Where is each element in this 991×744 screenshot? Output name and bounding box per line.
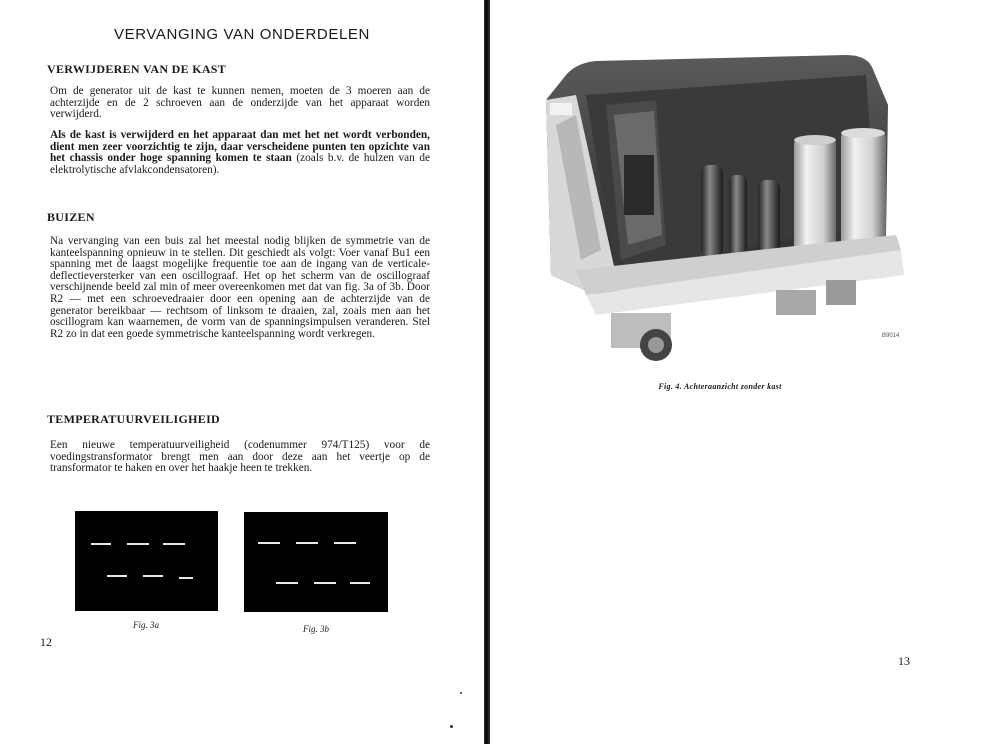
caption-fig-4: Fig. 4. Achteraanzicht zonder kast [658, 382, 782, 391]
capacitor-top [841, 128, 885, 138]
vacuum-tube [758, 180, 780, 258]
caption-fig-3b: Fig. 3b [303, 624, 329, 634]
capacitor-top [794, 135, 836, 145]
paragraph-buizen: Na vervanging van een buis zal het meestal nodig blijken de symmetrie van de kanteelspanning opnieuw in te stellen. Dit geschiedt als volgt: Voer vanaf Bu1 een spanning met de laagst mogelijke frequentie toe aan de ingang van de verticale-deflectieversterker van een oscillograaf. Het op het scherm van de oscillograaf verschijnende beeld zal min of meer overeenkomen met dat van fig. 3a of 3b. Door R2 — met een schroevedraaier door een opening aan de achterzijde van de generator bereikbaar — rechtsom of linksom te draaien, zal, zoals men aan het oscillogram kan waarnemen, de vorm van de spanningsimpulsen veranderen. Stel R2 zo in dat een goede symmetrische kanteelspanning wordt verkregen. [50, 235, 430, 340]
section-heading-temperatuur: TEMPERATUURVEILIGHEID [47, 412, 221, 426]
page-title: VERVANGING VAN ONDERDELEN [114, 26, 370, 43]
transformer-coil [624, 155, 654, 215]
electrolytic-capacitor [841, 133, 886, 245]
scan-speck [460, 692, 462, 694]
trace-segment [107, 575, 127, 577]
oscillogram-fig-3a [75, 511, 218, 611]
trace-segment [314, 582, 336, 584]
page-number-right: 13 [898, 654, 910, 668]
paragraph-kast-2 [50, 130, 430, 176]
trace-segment [350, 582, 370, 584]
paragraph-kast-1: Om de generator uit de kast te kunnen nemen, moeten de 3 moeren aan de achterzijde en de 2 schroeven aan de onderzijde van het apparaat worden verwijderd. [50, 85, 430, 121]
electrolytic-capacitor [794, 140, 836, 250]
connector-socket-center [648, 337, 664, 353]
trace-segment [179, 577, 193, 579]
chassis-photo [536, 45, 912, 375]
trace-segment [127, 543, 149, 545]
oscillogram-fig-3b [244, 512, 388, 612]
trace-segment [334, 542, 356, 544]
case-label [550, 103, 572, 115]
right-page [490, 0, 991, 744]
section-heading-buizen: BUIZEN [47, 210, 95, 224]
vacuum-tube [729, 175, 747, 255]
scan-speck [450, 725, 453, 728]
photo-reference: B9014 [882, 333, 900, 339]
paragraph-kast-2-bold: Als de kast is verwijderd en het apparaat dan met het net wordt verbonden, dient men zeer voorzichtig te zijn, daar verscheidene punten ten opzichte van het chassis onder hoge spanning komen te staan [50, 129, 430, 165]
bottom-component [826, 280, 856, 305]
trace-segment [143, 575, 163, 577]
trace-segment [258, 542, 280, 544]
section-heading-kast: VERWIJDEREN VAN DE KAST [47, 62, 227, 76]
trace-segment [296, 542, 318, 544]
bottom-component [776, 290, 816, 315]
vacuum-tube [701, 165, 723, 257]
trace-segment [163, 543, 185, 545]
trace-segment [91, 543, 111, 545]
trace-segment [276, 582, 298, 584]
caption-fig-3a: Fig. 3a [133, 620, 159, 630]
page-number-left: 12 [40, 635, 52, 649]
paragraph-temperatuur: Een nieuwe temperatuurveiligheid (codenummer 974/T125) voor de voedingstransformator brengt men aan door deze aan het veertje op de transformator te haken en over het haakje heen te trekken. [50, 439, 430, 475]
left-page [0, 0, 484, 744]
paragraph-kast-2-rest: (zoals b.v. de hulzen van de elektrolytische afvlakcondensatoren). [50, 152, 430, 176]
